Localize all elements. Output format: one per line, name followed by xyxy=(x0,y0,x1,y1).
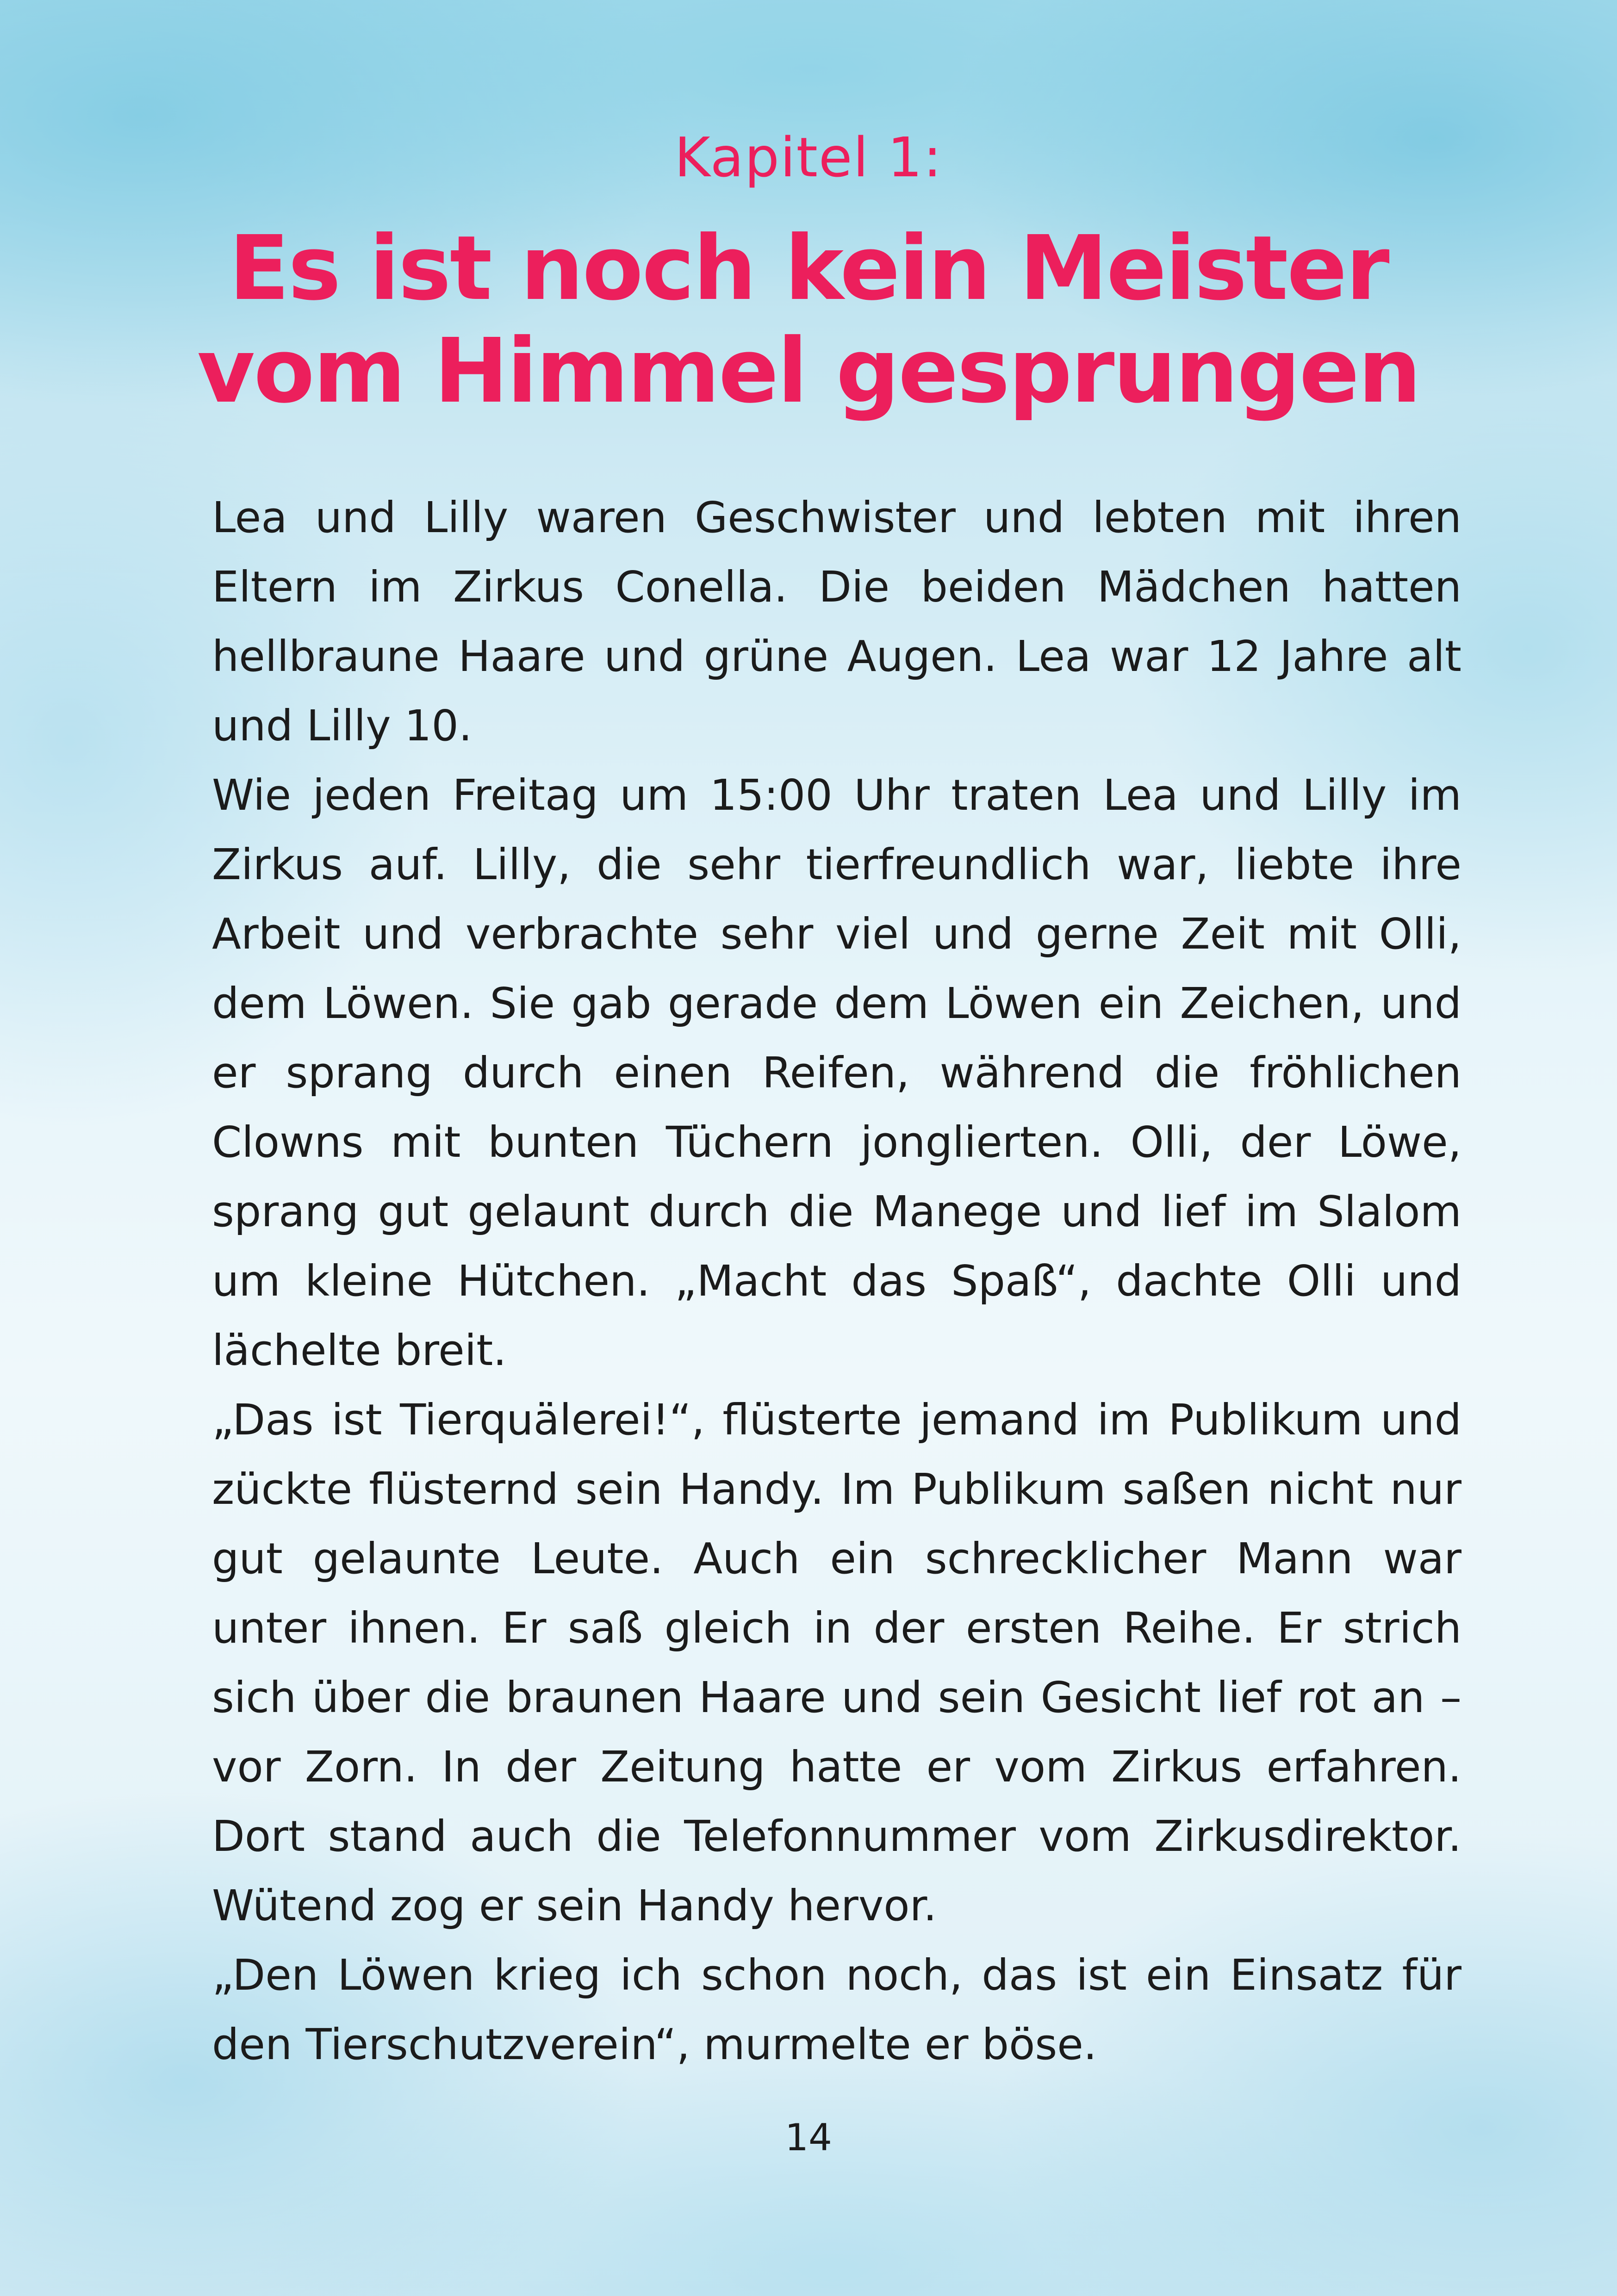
paragraph: Lea und Lilly waren Geschwister und lebten mit ihren Eltern im Zirkus Conella. Die beiden Mädchen hatten hellbraune Haare und grüne Augen. Lea war 12 Jahre alt und Lilly 10. xyxy=(212,493,1462,751)
paragraph: „Das ist Tierquälerei!“, flüsterte jemand im Publikum und zückte flüsternd sein Handy. Im Publikum saßen nicht nur gut gelaunte Leute. Auch ein schrecklicher Mann war unter ihnen. Er saß gleich in der ersten Reihe. Er strich sich über die braunen Haare und sein Gesicht lief rot an – vor Zorn. In der Zeitung hatte er vom Zirkus erfahren. Dort stand auch die Telefonnummer vom Zirkusdirektor. Wütend zog er sein Handy hervor. xyxy=(212,1395,1462,1930)
paragraph: Wie jeden Freitag um 15:00 Uhr traten Lea und Lilly im Zirkus auf. Lilly, die sehr tierfreundlich war, liebte ihre Arbeit und verbrachte sehr viel und gerne Zeit mit Olli, dem Löwen. Sie gab gerade dem Löwen ein Zeichen, und er sprang durch einen Reifen, während die fröhlichen Clowns mit bunten Tüchern jonglierten. Olli, der Löwe, sprang gut gelaunt durch die Manege und lief im Slalom um kleine Hütchen. „Macht das Spaß“, dachte Olli und lächelte breit. xyxy=(212,770,1462,1375)
chapter-title-line-2: vom Himmel gesprungen xyxy=(197,320,1420,423)
chapter-title-line-1: Es ist noch kein Meister xyxy=(229,217,1388,320)
chapter-label: Kapitel 1: xyxy=(674,125,943,189)
paragraph: „Den Löwen krieg ich schon noch, das ist ein Einsatz für den Tierschutzverein“, murmelte er böse. xyxy=(212,1950,1462,2069)
story-text xyxy=(212,483,1462,2079)
chapter-title xyxy=(0,217,1617,423)
page-number: 14 xyxy=(785,2116,832,2159)
